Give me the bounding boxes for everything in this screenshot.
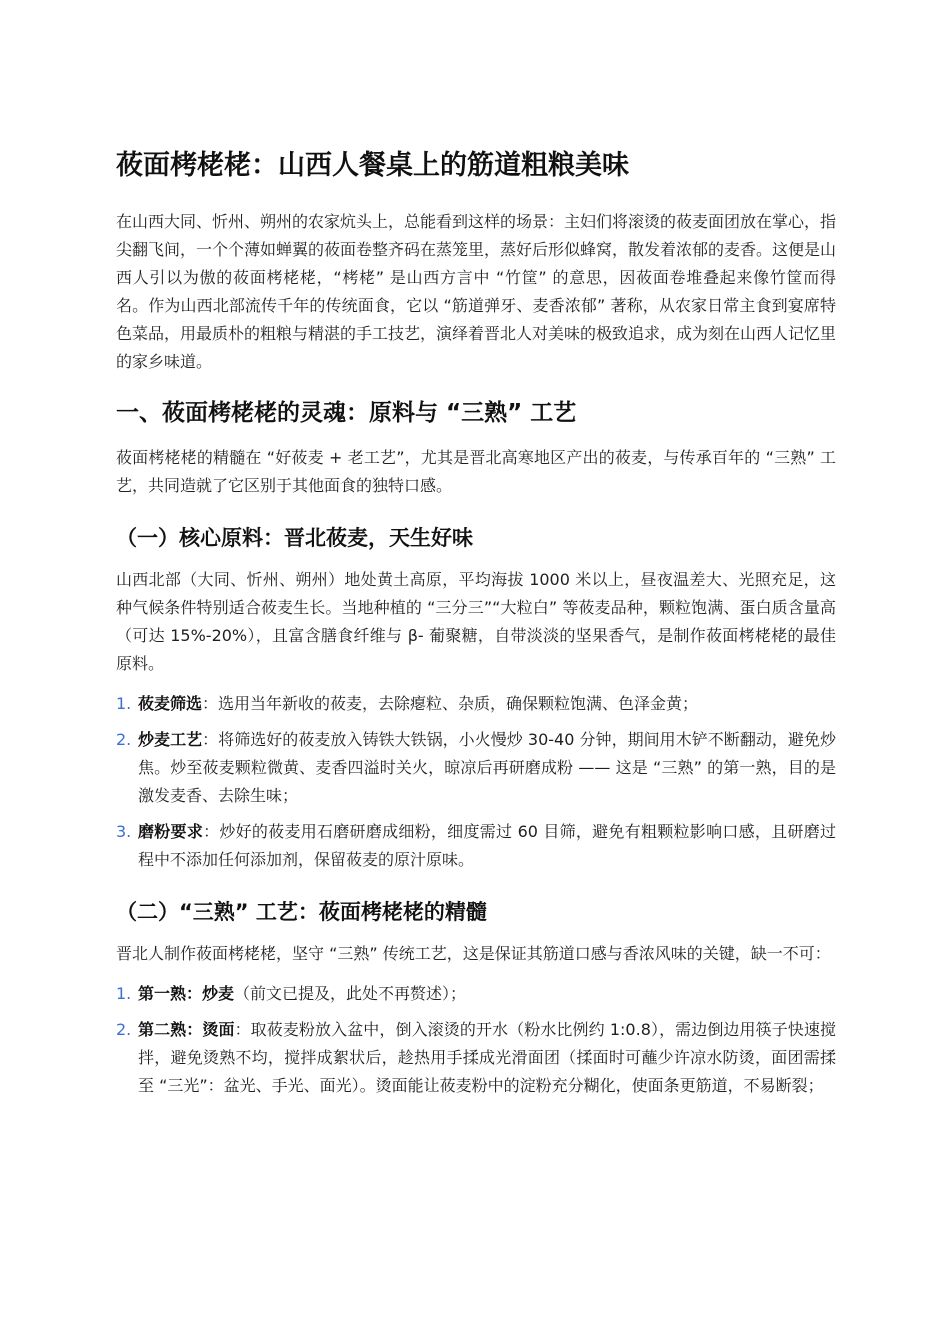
raw-material-steps-list [116, 690, 836, 874]
list-item-text: ：炒好的莜麦用石磨研磨成细粉，细度需过 60 目筛，避免有粗颗粒影响口感，且研磨过程中不添加任何添加剂，保留莜麦的原汁原味。 [138, 822, 836, 869]
list-number: 3. [116, 822, 132, 841]
list-item-label: 磨粉要求 [138, 822, 204, 841]
list-item-label: 第二熟：烫面 [138, 1020, 235, 1039]
subsection-heading: （一）核心原料：晋北莜麦，天生好味 [116, 526, 473, 550]
list-item [116, 726, 836, 810]
section-heading: 一、莜面栲栳栳的灵魂：原料与 “三熟” 工艺 [116, 400, 577, 426]
subsection-heading: （二）“三熟” 工艺：莜面栲栳栳的精髓 [116, 900, 487, 924]
list-item [116, 818, 836, 874]
article-title: 莜面栲栳栳：山西人餐桌上的筋道粗粮美味 [116, 150, 629, 181]
list-item-label: 第一熟：炒麦 [138, 984, 235, 1003]
list-item-text: （前文已提及，此处不再赘述）； [234, 984, 467, 1003]
subsection-paragraph: 晋北人制作莜面栲栳栳，坚守 “三熟” 传统工艺，这是保证其筋道口感与香浓风味的关键，缺一不可： [116, 944, 831, 963]
list-item [116, 980, 836, 1008]
list-number: 2. [116, 730, 132, 749]
list-item-text: ：选用当年新收的莜麦，去除瘪粒、杂质，确保颗粒饱满、色泽金黄； [202, 694, 699, 713]
list-item-text: ：取莜麦粉放入盆中，倒入滚烫的开水（粉水比例约 1:0.8），需边倒边用筷子快速搅拌，避免烫熟不均，搅拌成絮状后，趁热用手揉成光滑面团（揉面时可蘸少许凉水防烫，面团需揉至 “三光”：盆光、手光、面光）。烫面能让莜麦粉中的淀粉充分糊化，使面条更筋道，不易断裂； [138, 1020, 836, 1095]
intro-paragraph: 在山西大同、忻州、朔州的农家炕头上，总能看到这样的场景：主妇们将滚烫的莜麦面团放在掌心，指尖翻飞间，一个个薄如蝉翼的莜面卷整齐码在蒸笼里，蒸好后形似蜂窝，散发着浓郁的麦香。这便是山西人引以为傲的莜面栲栳栳，“栲栳” 是山西方言中 “竹筐” 的意思，因莜面卷堆叠起来像竹筐而得名。作为山西北部流传千年的传统面食，它以 “筋道弹牙、麦香浓郁” 著称，从农家日常主食到宴席特色菜品，用最质朴的粗粮与精湛的手工技艺，演绎着晋北人对美味的极致追求，成为刻在山西人记忆里的家乡味道。 [116, 212, 837, 371]
list-number: 2. [116, 1020, 132, 1039]
list-item-text: ：将筛选好的莜麦放入铸铁大铁锅，小火慢炒 30-40 分钟，期间用木铲不断翻动，避免炒焦。炒至莜麦颗粒微黄、麦香四溢时关火，晾凉后再研磨成粉 —— 这是 “三熟” 的第一熟，目的是激发麦香、去除生味； [138, 730, 836, 805]
list-item-label: 炒麦工艺 [138, 730, 203, 749]
section-paragraph: 莜面栲栳栳的精髓在 “好莜麦 + 老工艺”，尤其是晋北高寒地区产出的莜麦，与传承百年的 “三熟” 工艺，共同造就了它区别于其他面食的独特口感。 [116, 448, 836, 495]
document-page [116, 146, 836, 1112]
list-number: 1. [116, 984, 132, 1003]
list-item-label: 莜麦筛选 [138, 694, 203, 713]
list-number: 1. [116, 694, 132, 713]
list-item [116, 690, 836, 718]
three-cook-steps-list [116, 980, 836, 1100]
subsection-paragraph: 山西北部（大同、忻州、朔州）地处黄土高原，平均海拔 1000 米以上，昼夜温差大、光照充足，这种气候条件特别适合莜麦生长。当地种植的 “三分三”“大粒白” 等莜麦品种，颗粒饱满、蛋白质含量高（可达 15%-20%），且富含膳食纤维与 β- 葡聚糖，自带淡淡的坚果香气，是制作莜面栲栳栳的最佳原料。 [116, 570, 836, 673]
list-item [116, 1016, 836, 1100]
